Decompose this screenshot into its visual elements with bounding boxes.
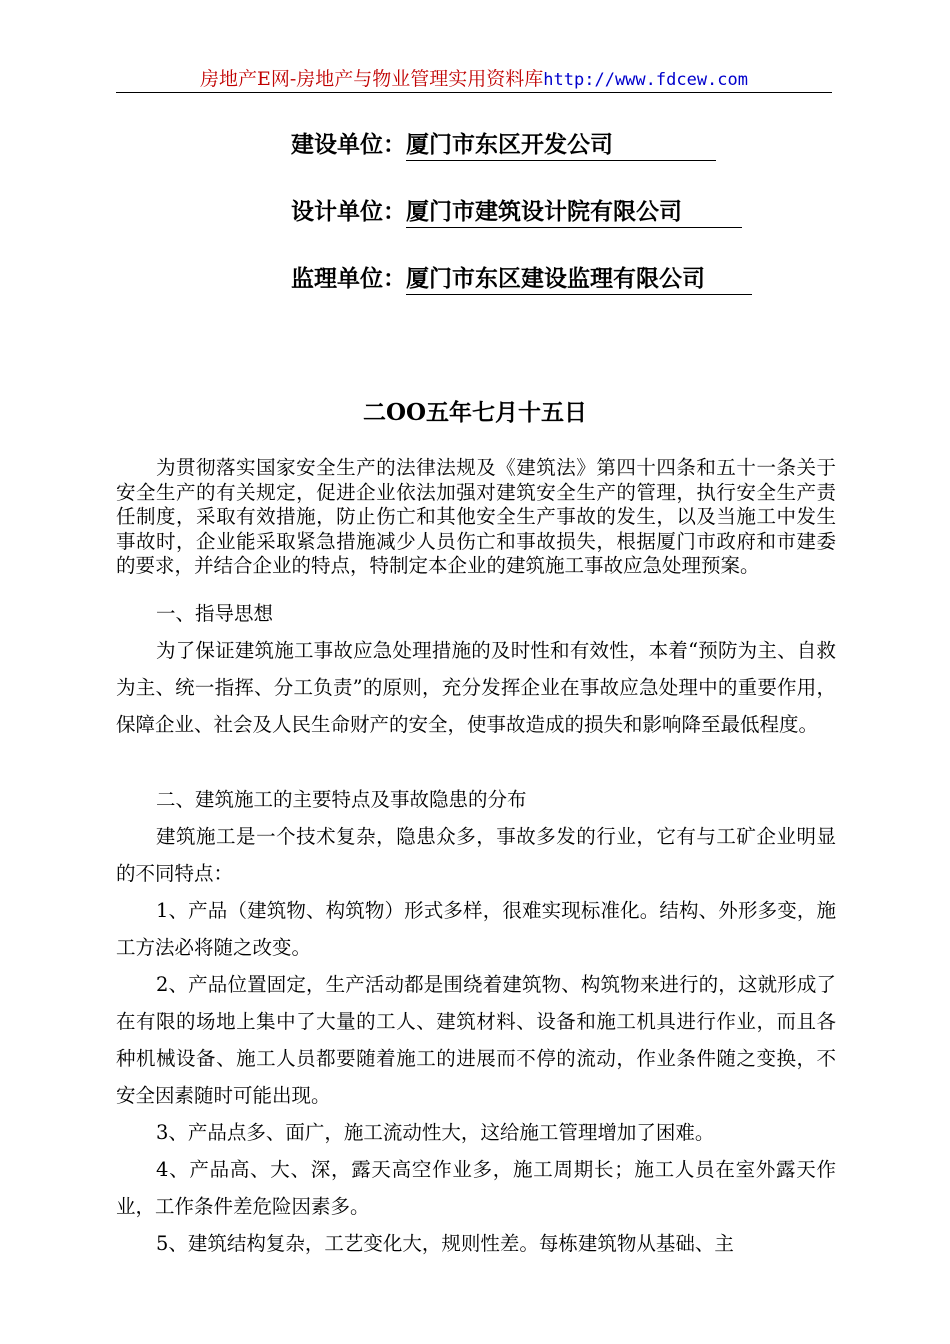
supervision-unit-line bbox=[291, 264, 752, 297]
section2-heading: 二、建筑施工的主要特点及事故隐患的分布 bbox=[156, 788, 527, 811]
list-item-3: 3、产品点多、面广，施工流动性大，这给施工管理增加了困难。 bbox=[156, 1121, 715, 1144]
intro-paragraph: 为贯彻落实国家安全生产的法律法规及《建筑法》第四十四条和五十一条关于安全生产的有关规定，促进企业依法加强对建筑安全生产的管理，执行安全生产责任制度，采取有效措施，防止伤亡和其他安全生产事故的发生，以及当施工中发生事故时，企业能采取紧急措施减少人员伤亡和事故损失，根据厦门市政府和市建委的要求，并结合企业的特点，特制定本企业的建筑施工事故应急处理预案。 bbox=[116, 456, 836, 577]
list-item-4: 4、产品高、大、深，露天高空作业多，施工周期长；施工人员在室外露天作业，工作条件差危险因素多。 bbox=[116, 1158, 836, 1218]
list-item-2: 2、产品位置固定，生产活动都是围绕着建筑物、构筑物来进行的，这就形成了在有限的场地上集中了大量的工人、建筑材料、设备和施工机具进行作业，而且各种机械设备、施工人员都要随着施工的进展而不停的流动，作业条件随之变换，不安全因素随时可能出现。 bbox=[116, 973, 836, 1107]
design-unit-value: 厦门市建筑设计院有限公司 bbox=[406, 197, 742, 228]
list-item-5: 5、建筑结构复杂，工艺变化大，规则性差。每栋建筑物从基础、主 bbox=[156, 1232, 734, 1255]
construction-unit-value: 厦门市东区开发公司 bbox=[406, 130, 716, 161]
design-unit-label: 设计单位： bbox=[291, 198, 406, 225]
supervision-unit-value: 厦门市东区建设监理有限公司 bbox=[406, 264, 752, 295]
document-date: 二OO五年七月十五日 bbox=[362, 399, 588, 426]
section1-paragraph: 为了保证建筑施工事故应急处理措施的及时性和有效性，本着“预防为主、自救为主、统一指挥、分工负责”的原则，充分发挥企业在事故应急处理中的重要作用，保障企业、社会及人民生命财产的安全，使事故造成的损失和影响降至最低程度。 bbox=[116, 639, 836, 736]
list-item-1: 1、产品（建筑物、构筑物）形式多样，很难实现标准化。结构、外形多变，施工方法必将随之改变。 bbox=[116, 899, 836, 959]
construction-unit-line bbox=[291, 130, 716, 163]
site-url[interactable]: http://www.fdcew.com bbox=[543, 70, 748, 90]
design-unit-line bbox=[291, 197, 742, 230]
section2-paragraph: 建筑施工是一个技术复杂，隐患众多，事故多发的行业，它有与工矿企业明显的不同特点： bbox=[116, 825, 836, 885]
supervision-unit-label: 监理单位： bbox=[291, 265, 406, 292]
section1-heading: 一、指导思想 bbox=[156, 602, 274, 625]
site-name: 房地产E网-房地产与物业管理实用资料库 bbox=[200, 68, 544, 90]
construction-unit-label: 建设单位： bbox=[291, 131, 406, 158]
page-header bbox=[116, 66, 832, 93]
